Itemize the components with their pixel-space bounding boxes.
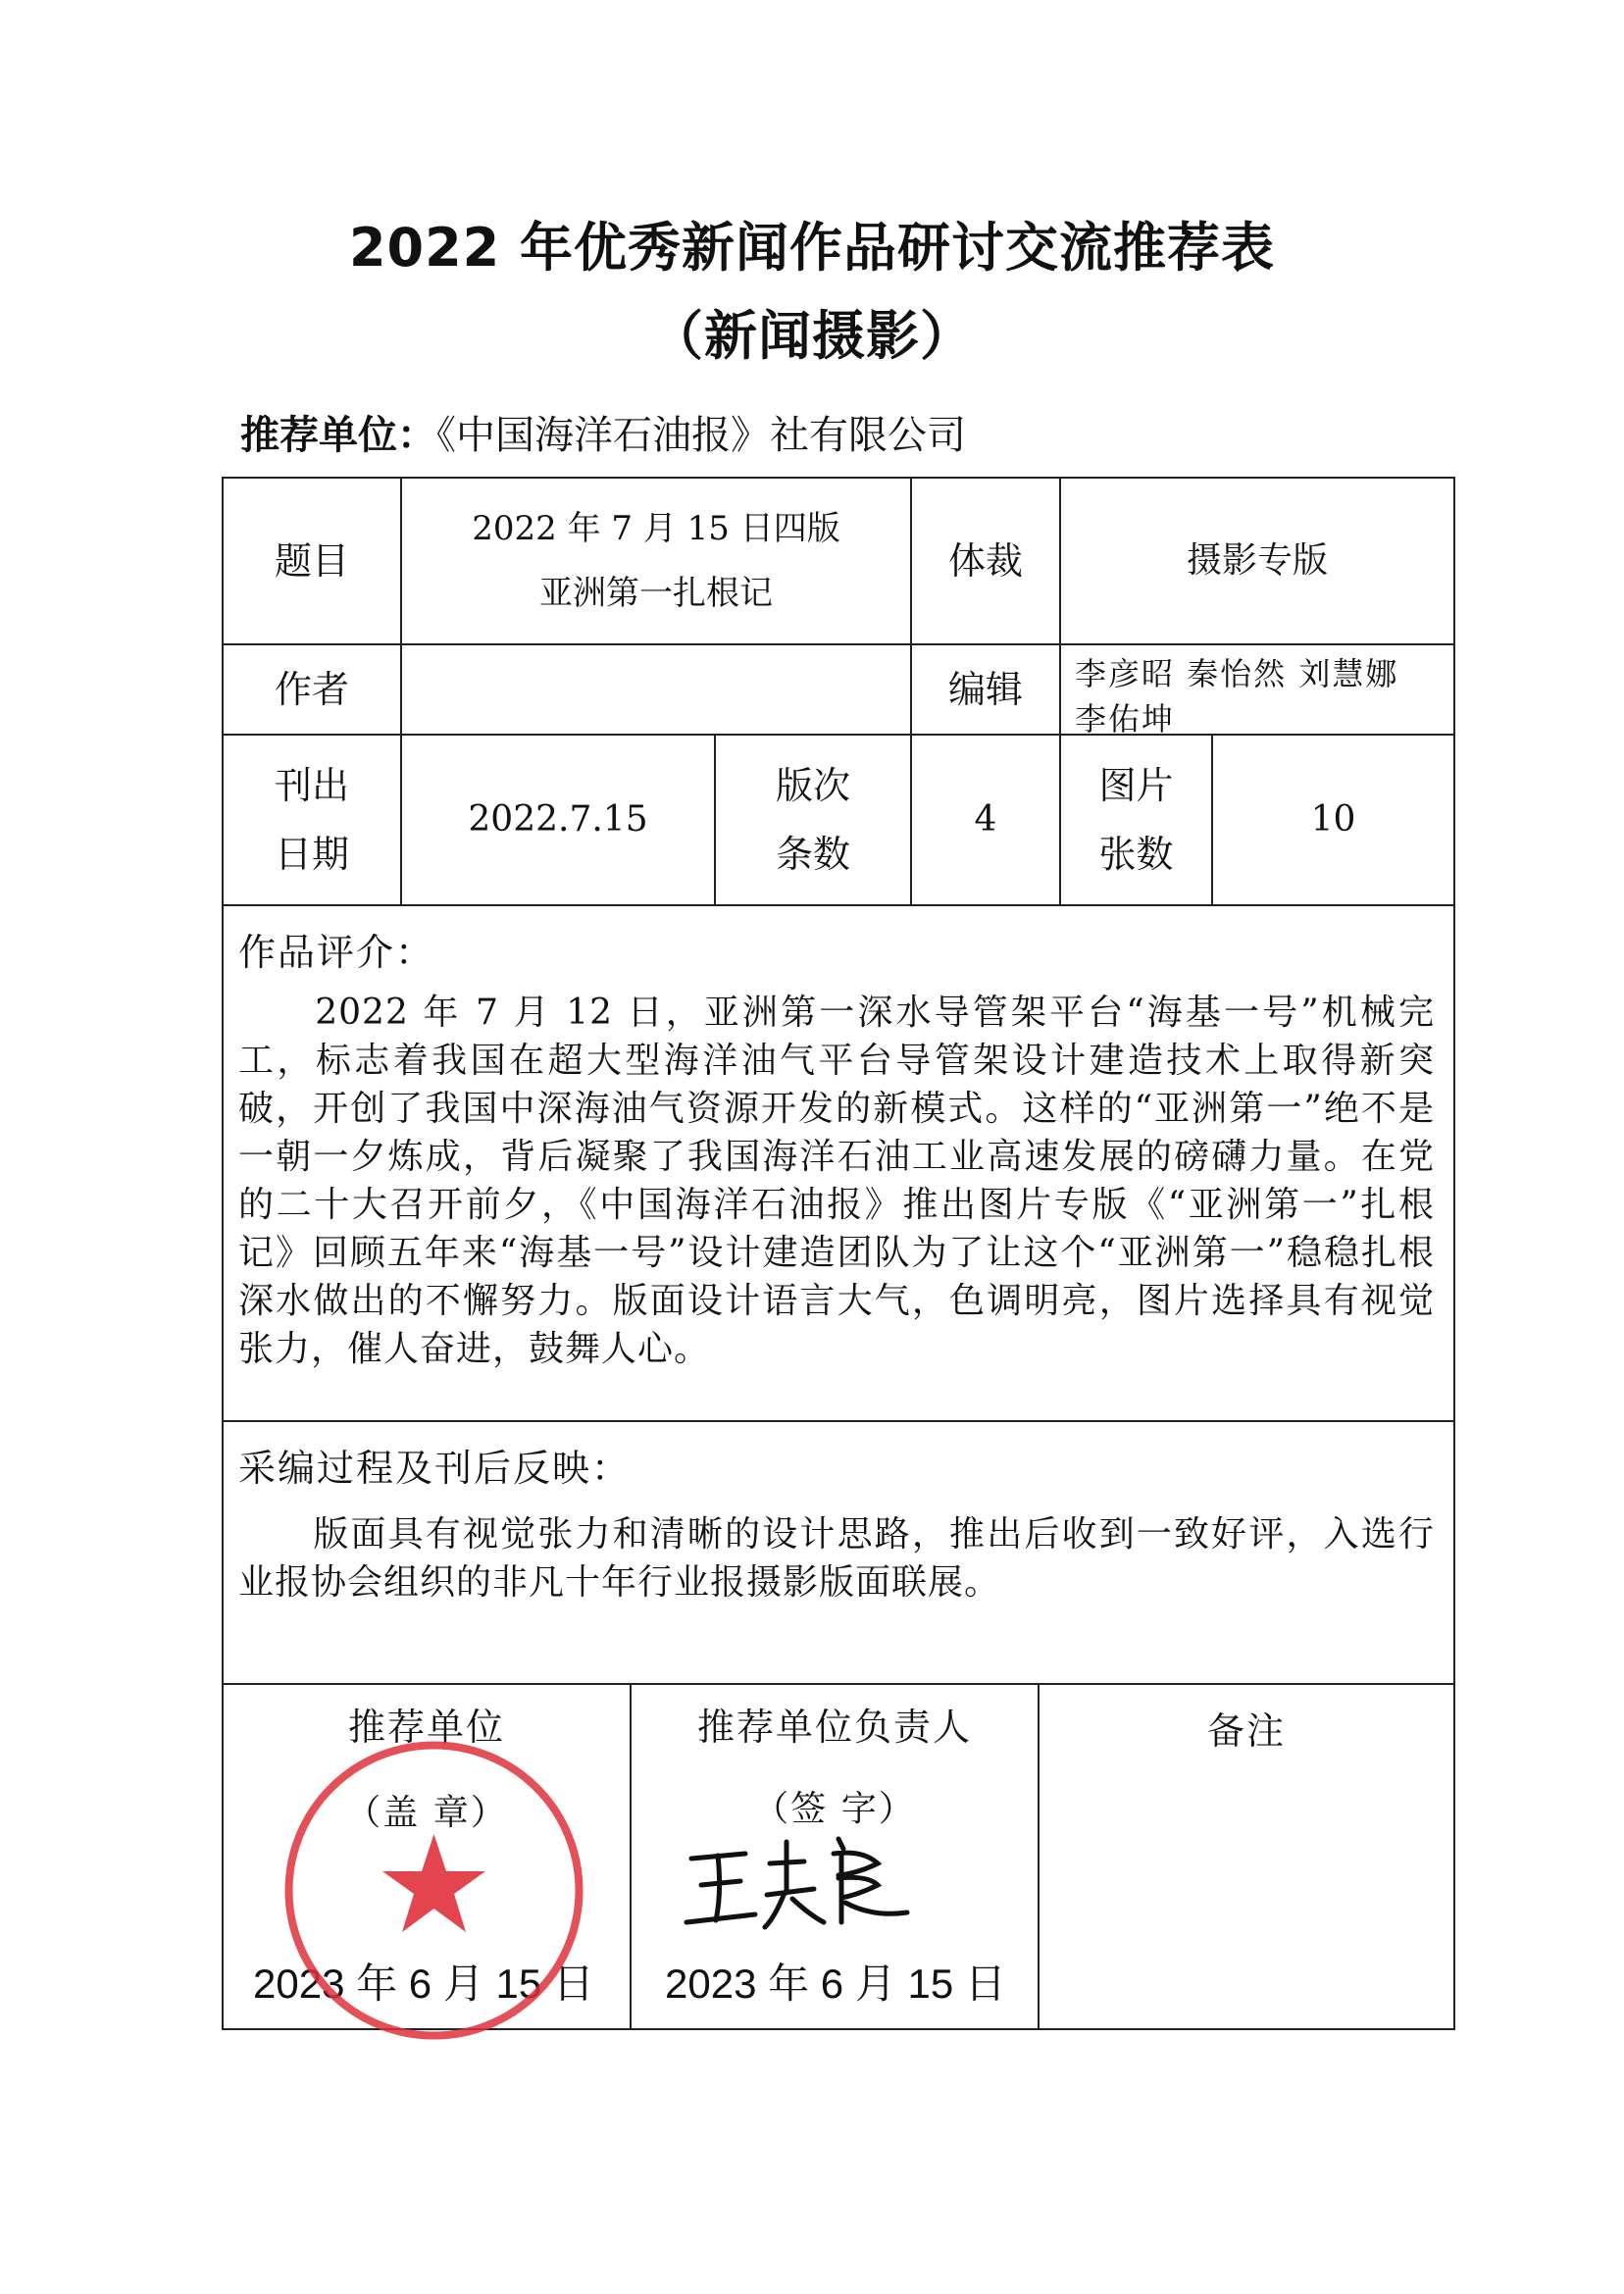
- table-rule: [222, 1683, 1455, 1685]
- author-value: [402, 645, 910, 734]
- genre-value: 摄影专版: [1186, 540, 1328, 582]
- process-body: 版面具有视觉张力和清晰的设计思路，推出后收到一致好评，入选行业报协会组织的非凡十年行业报摄影版面联展。: [238, 1514, 1435, 1603]
- unit-seal-date: 2023 年 6 月 15 日: [253, 1961, 594, 2007]
- unit-seal-note: （盖 章）: [345, 1793, 508, 1833]
- table-rule: [222, 1420, 1455, 1422]
- pub-date-value: 2022.7.15: [468, 799, 648, 841]
- remark-heading: 备注: [1206, 1709, 1286, 1753]
- handwritten-signature: [677, 1824, 922, 1942]
- work-title-line2: 亚洲第一扎根记: [539, 574, 773, 613]
- page-title-line2: （新闻摄影）: [650, 305, 974, 367]
- title-label: 题目: [274, 538, 349, 583]
- recommend-unit-line: [240, 404, 966, 460]
- pub-date-label-line1: 刊出: [274, 763, 349, 807]
- person-heading: 推荐单位负责人: [696, 1706, 972, 1749]
- genre-label: 体裁: [947, 538, 1023, 583]
- table-border-right: [1453, 477, 1455, 2030]
- review-body: 2022 年 7 月 12 日，亚洲第一深水导管架平台“海基一号”机械完工，标志着我国在超大型海洋油气平台导管架设计建造技术上取得新突破，开创了我国中深海油气资源开发的新模式。这样的“亚洲第一”绝不是一朝一夕炼成，背后凝聚了我国海洋石油工业高速发展的磅礴力量。在党的二十大召开前夕，《中国海洋石油报》推出图片专版《“亚洲第一”扎根记》回顾五年来“海基一号”设计建造团队为了让这个“亚洲第一”稳稳扎根深水做出的不懈努力。版面设计语言大气，色调明亮，图片选择具有视觉张力，催人奋进，鼓舞人心。: [238, 993, 1435, 1369]
- photo-count-label: [1061, 736, 1211, 904]
- recommend-unit-value: 《中国海洋石油报》社有限公司: [436, 413, 966, 458]
- photo-count-label-line2: 张数: [1098, 833, 1174, 876]
- edition-label-line1: 版次: [775, 763, 850, 807]
- photo-count-value: 10: [1310, 799, 1356, 841]
- review-heading: 作品评介：: [238, 931, 435, 974]
- pub-date-label-line2: 日期: [274, 833, 349, 876]
- edition-label: [716, 736, 910, 904]
- photo-count-label-line1: 图片: [1098, 763, 1174, 807]
- editor-names-line1: 李彦昭 秦怡然 刘慧娜: [1075, 655, 1399, 692]
- person-sign-note: （签 字）: [753, 1789, 916, 1829]
- pub-date-label: [224, 736, 400, 904]
- page-title-line1: 2022 年优秀新闻作品研讨交流推荐表: [348, 217, 1276, 279]
- editor-label: 编辑: [947, 667, 1023, 711]
- seal-star-icon: [382, 1834, 485, 1932]
- edition-value: 4: [974, 799, 997, 841]
- person-sign-date: 2023 年 6 月 15 日: [665, 1961, 1006, 2007]
- work-title-line1: 2022 年 7 月 15 日四版: [472, 508, 840, 548]
- work-title-cell: [402, 479, 910, 643]
- editor-value: [1061, 645, 1453, 739]
- unit-seal-heading: 推荐单位: [347, 1706, 505, 1749]
- editor-names-line2: 李佑坤: [1075, 700, 1176, 739]
- author-label: 作者: [274, 667, 349, 711]
- official-seal-stamp: [279, 1736, 588, 2045]
- process-heading: 采编过程及刊后反映：: [238, 1447, 632, 1490]
- edition-label-line2: 条数: [775, 833, 850, 876]
- recommend-unit-label: 推荐单位：: [240, 413, 436, 458]
- table-rule: [222, 904, 1455, 906]
